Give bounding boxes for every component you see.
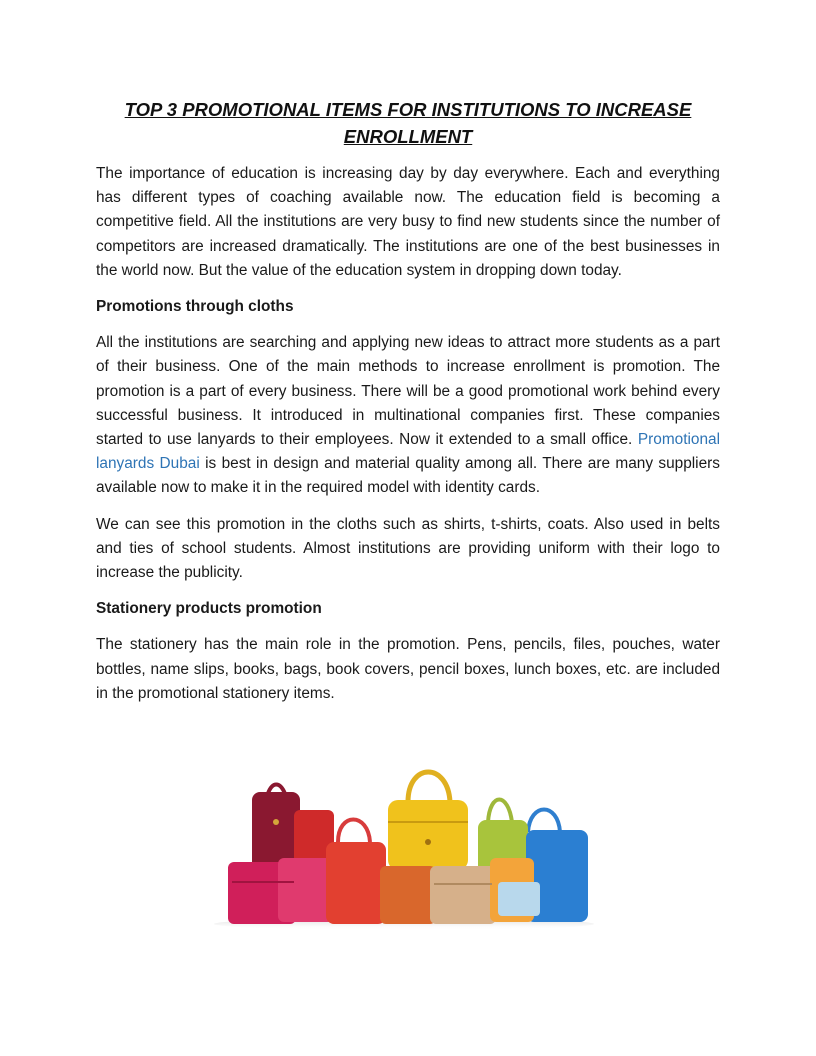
cloths-paragraph-2: We can see this promotion in the cloths such as shirts, t-shirts, coats. Also used in belts and ties of school students. Almost institutions are providing uniform with their logo to increase the publicity. xyxy=(96,515,720,582)
cloths-text-before-link: All the institutions are searching and applying new ideas to attract more students as a part of their business. One of the main methods to increase enrollment is promotion. The promotion is a part of every business. There will be a good promotional work behind every successful business. It introduced in multinational companies first. These companies started to use lanyards to their employees. Now it extended to a small office. xyxy=(96,334,720,449)
section-heading-stationery: Stationery products promotion xyxy=(96,600,322,618)
section-heading-cloths: Promotions through cloths xyxy=(96,298,294,316)
stationery-paragraph: The stationery has the main role in the promotion. Pens, pencils, files, pouches, water bottles, name slips, books, bags, book covers, pencil boxes, lunch boxes, etc. are included in the promotional stationery items. xyxy=(96,636,720,702)
document-content xyxy=(96,96,720,718)
cloths-text-after-link: is best in design and material quality among all. There are many suppliers available now to make it in the required model with identity cards. xyxy=(96,455,720,497)
cloths-paragraph-1 xyxy=(96,331,720,500)
handbags-image xyxy=(208,762,600,932)
document-title: TOP 3 PROMOTIONAL ITEMS FOR INSTITUTIONS TO INCREASE ENROLLMENT xyxy=(124,99,692,147)
intro-paragraph: The importance of education is increasing day by day everywhere. Each and everything has different types of coaching available now. The education field is becoming a competitive field. All the institutions are very busy to find new students since the number of competitors are increased dramatically. The institutions are one of the best businesses in the world now. But the value of the education system in dropping down today. xyxy=(96,165,720,279)
promotional-lanyards-link[interactable]: Promotional lanyards Dubai xyxy=(96,431,720,473)
